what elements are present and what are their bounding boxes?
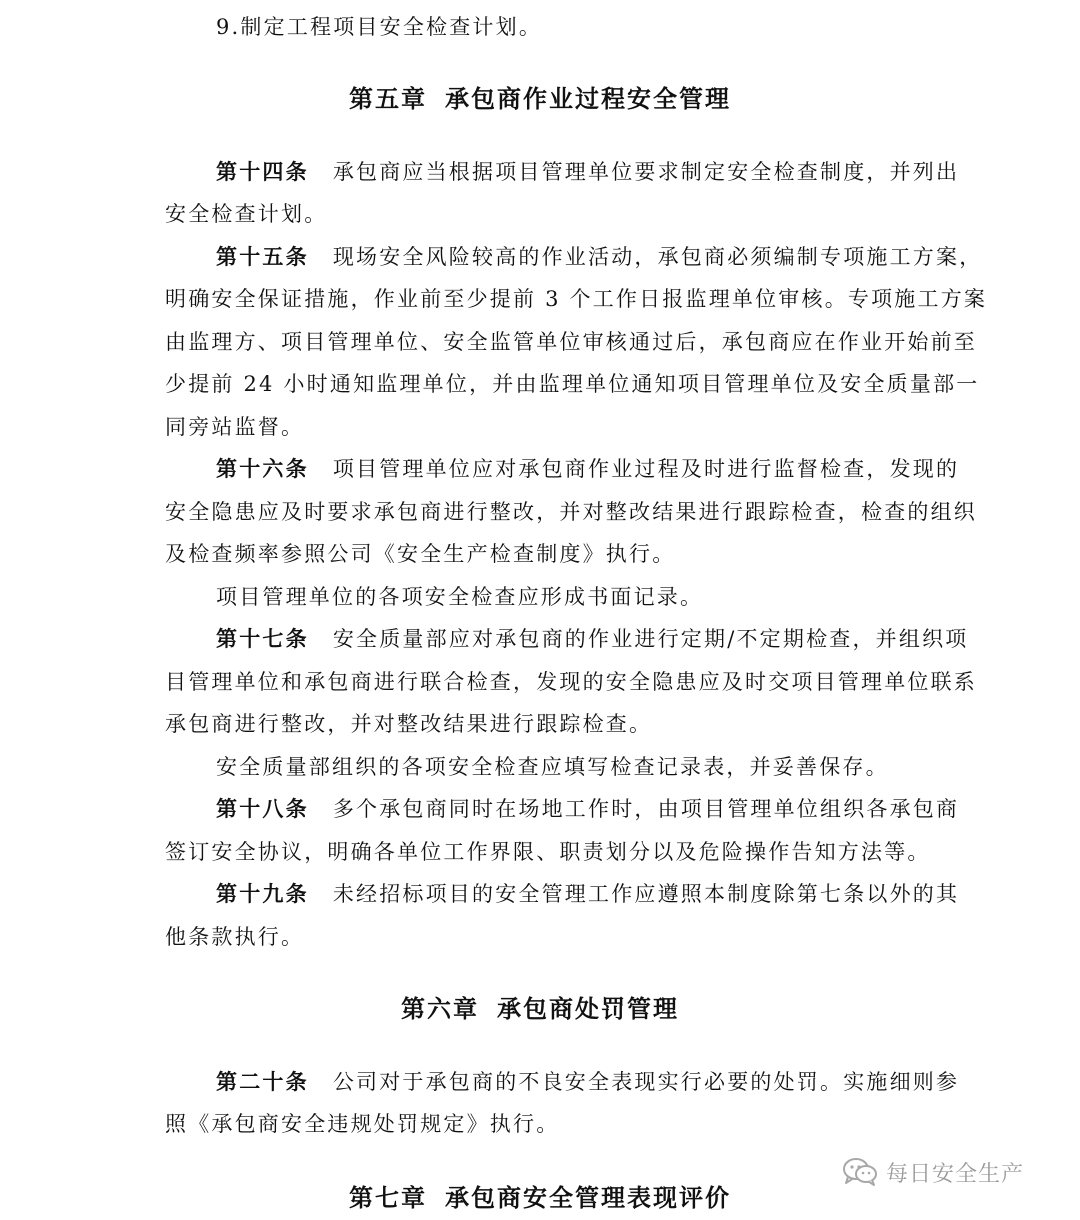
article-15-line-2: 明确安全保证措施，作业前至少提前 3 个工作日报监理单位审核。专项施工方案 xyxy=(165,287,988,311)
article-15-line-3: 由监理方、项目管理单位、安全监管单位审核通过后，承包商应在作业开始前至 xyxy=(165,330,977,354)
wechat-icon xyxy=(842,1157,878,1187)
article-text: 公司对于承包商的不良安全表现实行必要的处罚。实施细则参 xyxy=(332,1070,960,1094)
chapter-title: 承包商安全管理表现评价 xyxy=(445,1183,731,1212)
article-heading: 第十五条 xyxy=(216,244,309,269)
article-heading: 第十六条 xyxy=(216,456,309,481)
article-heading: 第二十条 xyxy=(216,1069,309,1094)
chapter-number: 第六章 xyxy=(401,994,479,1023)
chapter-title: 承包商作业过程安全管理 xyxy=(445,84,731,113)
article-17-line-2: 目管理单位和承包商进行联合检查，发现的安全隐患应及时交项目管理单位联系 xyxy=(165,670,977,694)
article-17-line-1 xyxy=(216,624,969,654)
article-heading: 第十八条 xyxy=(216,796,309,821)
watermark xyxy=(842,1152,1024,1192)
article-17-para-2: 安全质量部组织的各项安全检查应填写检查记录表，并妥善保存。 xyxy=(216,755,889,779)
article-17-line-3: 承包商进行整改，并对整改结果进行跟踪检查。 xyxy=(165,712,653,736)
chapter-5-heading xyxy=(0,82,1080,116)
article-15-line-1 xyxy=(216,242,983,272)
watermark-text: 每日安全生产 xyxy=(886,1161,1025,1187)
article-19-line-2: 他条款执行。 xyxy=(165,925,305,949)
article-text: 未经招标项目的安全管理工作应遵照本制度除第七条以外的其 xyxy=(332,882,960,906)
article-16-line-3: 及检查频率参照公司《安全生产检查制度》执行。 xyxy=(165,542,676,566)
article-18-line-2: 签订安全协议，明确各单位工作界限、职责划分以及危险操作告知方法等。 xyxy=(165,840,931,864)
article-text: 现场安全风险较高的作业活动，承包商必须编制专项施工方案， xyxy=(332,245,983,269)
article-20-line-2: 照《承包商安全违规处罚规定》执行。 xyxy=(165,1112,560,1136)
chapter-title: 承包商处罚管理 xyxy=(497,994,679,1023)
chapter-number: 第五章 xyxy=(349,84,427,113)
article-15-line-4: 少提前 24 小时通知监理单位，并由监理单位通知项目管理单位及安全质量部一 xyxy=(165,372,980,396)
article-18-line-1 xyxy=(216,794,960,824)
article-16-para-2: 项目管理单位的各项安全检查应形成书面记录。 xyxy=(216,585,704,609)
article-16-line-2: 安全隐患应及时要求承包商进行整改，并对整改结果进行跟踪检查，检查的组织 xyxy=(165,500,977,524)
article-text: 项目管理单位应对承包商作业过程及时进行监督检查，发现的 xyxy=(332,457,960,481)
article-text: 多个承包商同时在场地工作时，由项目管理单位组织各承包商 xyxy=(332,797,960,821)
article-heading: 第十七条 xyxy=(216,626,309,651)
article-19-line-1 xyxy=(216,879,960,909)
article-14-line-2: 安全检查计划。 xyxy=(165,202,328,226)
article-heading: 第十四条 xyxy=(216,159,309,184)
article-text: 安全质量部应对承包商的作业进行定期/不定期检查，并组织项 xyxy=(332,627,969,651)
intro-item: 9.制定工程项目安全检查计划。 xyxy=(216,15,543,39)
article-heading: 第十九条 xyxy=(216,881,309,906)
article-text: 承包商应当根据项目管理单位要求制定安全检查制度，并列出 xyxy=(332,160,960,184)
article-14-line-1 xyxy=(216,157,960,187)
chapter-6-heading xyxy=(0,992,1080,1026)
article-16-line-1 xyxy=(216,454,960,484)
article-15-line-5: 同旁站监督。 xyxy=(165,415,305,439)
article-20-line-1 xyxy=(216,1067,960,1097)
chapter-number: 第七章 xyxy=(349,1183,427,1212)
